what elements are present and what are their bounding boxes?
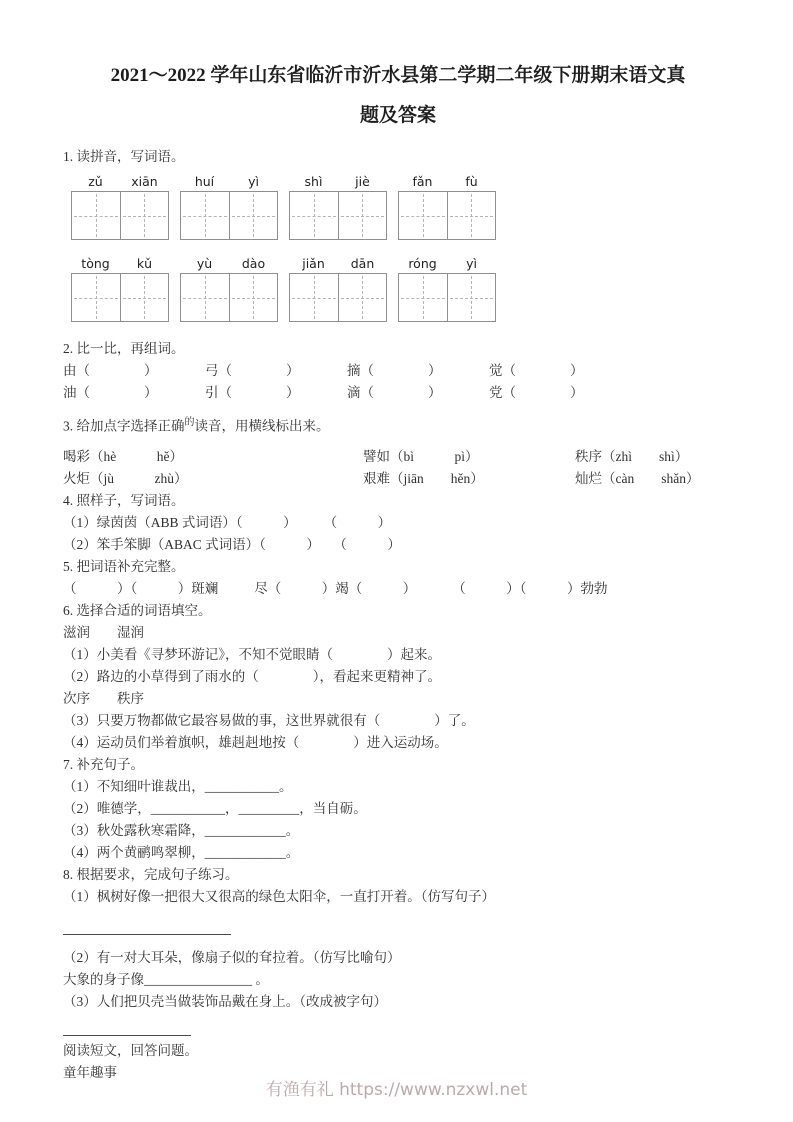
- writing-cell: [181, 192, 229, 239]
- page-title: [63, 56, 733, 136]
- watermark-footer: [0, 1075, 793, 1100]
- writing-cell: [399, 274, 447, 321]
- watermark-text: 有渔有礼 https://www.nzxwl.net: [265, 1080, 528, 1100]
- pinyin-label: dān: [350, 256, 375, 271]
- writing-grid: [71, 191, 169, 240]
- writing-grid: [289, 273, 387, 322]
- idiom-completion-item: 尽（ ）竭（ ）: [254, 580, 417, 596]
- question-7-item-1: （1）不知细叶谁裁出，___________。: [63, 778, 293, 794]
- question-6-item-4: （4）运动员们举着旗帜，雄赳赳地按（ ）进入运动场。: [63, 734, 448, 750]
- question-7-heading: 7. 补充句子。: [63, 756, 144, 772]
- answer-line: [63, 1035, 191, 1036]
- question-3-heading: 3. 给加点字选择正确$^的$读音，用横线标出来。: [63, 417, 330, 434]
- writing-grid: [398, 273, 496, 322]
- pinyin-word-group: [180, 174, 278, 240]
- word-compare-item: 摘（ ）: [347, 363, 442, 378]
- writing-cell: [338, 274, 387, 321]
- question-1-heading: 1. 读拼音，写词语。: [63, 149, 185, 164]
- pinyin-label: yì: [248, 174, 259, 189]
- reading-passage-title: 童年趣事: [63, 1064, 117, 1080]
- writing-cell: [181, 274, 229, 321]
- question-6-word-pair-2: 次序 秩序: [63, 690, 144, 706]
- writing-grid: [398, 191, 496, 240]
- word-compare-item: 觉（ ）: [489, 363, 584, 378]
- question-7-item-3: （3）秋处露秋寒霜降，____________。: [63, 822, 300, 838]
- writing-cell: [72, 274, 120, 321]
- pinyin-label: xiān: [131, 174, 158, 189]
- word-compare-item: 弓（ ）: [205, 363, 300, 378]
- word-compare-item: 滴（ ）: [347, 385, 442, 400]
- writing-cell: [338, 192, 387, 239]
- question-2-heading: 2. 比一比，再组词。: [63, 341, 185, 356]
- pinyin-label: dào: [241, 256, 266, 271]
- question-8-heading: 8. 根据要求，完成句子练习。: [63, 866, 239, 882]
- writing-cell: [72, 192, 120, 239]
- pronunciation-choice-item: 喝彩（hè hě）: [63, 448, 183, 464]
- question-8-item-2: （2）有一对大耳朵，像扇子似的耷拉着。（仿写比喻句）: [63, 949, 401, 965]
- pinyin-word-group: [71, 174, 169, 240]
- question-5-heading: 5. 把词语补充完整。: [63, 558, 185, 574]
- writing-cell: [447, 274, 496, 321]
- word-compare-item: 引（ ）: [205, 385, 300, 400]
- question-2-row-2: [63, 382, 733, 404]
- idiom-completion-item: （ ）（ ）斑斓: [63, 580, 219, 596]
- question-7-item-4: （4）两个黄鹂鸣翠柳，____________。: [63, 844, 300, 860]
- writing-cell: [447, 192, 496, 239]
- pronunciation-choice-item: 譬如（bì pì）: [363, 448, 479, 464]
- pinyin-label: tòng: [81, 256, 110, 271]
- word-compare-item: 党（ ）: [489, 385, 584, 400]
- writing-grid: [180, 191, 278, 240]
- question-4-item-1: （1）绿茵茵（ABB 式词语）（ ） （ ）: [63, 514, 392, 530]
- pinyin-label: yù: [196, 256, 213, 271]
- question-6-item-2: （2）路边的小草得到了雨水的（ ），看起来更精神了。: [63, 668, 441, 684]
- question-6-item-3: （3）只要万物都做它最容易做的事，这世界就很有（ ）了。: [63, 712, 475, 728]
- pinyin-word-group: [289, 256, 387, 322]
- question-7-item-2: （2）唯德学，___________，_________，当自砺。: [63, 800, 367, 816]
- pinyin-label: zǔ: [88, 174, 103, 189]
- pronunciation-choice-item: 火炬（jù zhù）: [63, 470, 188, 486]
- pinyin-label: jiè: [355, 174, 370, 189]
- pinyin-label: kǔ: [136, 256, 153, 271]
- page-title-line1: 2021～2022 学年山东省临沂市沂水县第二学期二年级下册期末语文真: [110, 65, 686, 86]
- pinyin-label: fù: [465, 174, 478, 189]
- writing-grid: [71, 273, 169, 322]
- pinyin-word-group: [398, 256, 496, 322]
- pinyin-label: yì: [466, 256, 477, 271]
- question-5-line: [63, 578, 733, 600]
- word-compare-item: 油（ ）: [63, 385, 158, 400]
- writing-grid: [289, 191, 387, 240]
- pinyin-label: jiǎn: [302, 256, 325, 271]
- page-title-line2: 题及答案: [359, 105, 436, 126]
- question-6-heading: 6. 选择合适的词语填空。: [63, 602, 212, 618]
- question-2-row-1: [63, 360, 733, 382]
- question-8-item-2b: 大象的身子像________________ 。: [63, 971, 269, 987]
- writing-cell: [229, 274, 278, 321]
- question-8-item-1: （1）枫树好像一把很大又很高的绿色太阳伞，一直打开着。（仿写句子）: [63, 888, 495, 904]
- word-compare-item: 由（ ）: [63, 363, 158, 378]
- pinyin-word-group: [71, 256, 169, 322]
- pronunciation-choice-item: 秩序（zhì shì）: [575, 448, 689, 464]
- writing-cell: [399, 192, 447, 239]
- pinyin-label: shì: [304, 174, 323, 189]
- question-4-item-2: （2）笨手笨脚（ABAC 式词语）（ ） （ ）: [63, 536, 401, 552]
- writing-cell: [229, 192, 278, 239]
- writing-grid: [180, 273, 278, 322]
- pronunciation-choice-item: 艰难（jiān hěn）: [363, 470, 484, 486]
- pinyin-label: róng: [408, 256, 437, 271]
- answer-line: [63, 934, 231, 935]
- question-8-item-3: （3）人们把贝壳当做装饰品戴在身上。（改成被字句）: [63, 993, 387, 1009]
- pronunciation-choice-item: 灿烂（càn shǎn）: [575, 470, 700, 486]
- idiom-completion-item: （ ）（ ）勃勃: [452, 580, 608, 596]
- writing-cell: [290, 192, 338, 239]
- writing-cell: [120, 192, 169, 239]
- pinyin-label: fǎn: [412, 174, 433, 189]
- question-4-heading: 4. 照样子，写词语。: [63, 492, 185, 508]
- superscript-de: 的: [184, 417, 195, 428]
- writing-cell: [120, 274, 169, 321]
- question-3-row-1: [63, 446, 733, 468]
- pinyin-word-group: [180, 256, 278, 322]
- reading-instruction: 阅读短文，回答问题。: [63, 1042, 198, 1058]
- question-6-word-pair-1: 滋润 湿润: [63, 624, 144, 640]
- pinyin-word-group: [289, 174, 387, 240]
- pinyin-word-row-2: [71, 256, 733, 322]
- pinyin-label: huí: [194, 174, 215, 189]
- question-6-item-1: （1）小美看《寻梦环游记》，不知不觉眼睛（ ）起来。: [63, 646, 441, 662]
- writing-cell: [290, 274, 338, 321]
- pinyin-word-group: [398, 174, 496, 240]
- pinyin-word-row-1: [71, 174, 733, 240]
- question-3-row-2: [63, 468, 733, 490]
